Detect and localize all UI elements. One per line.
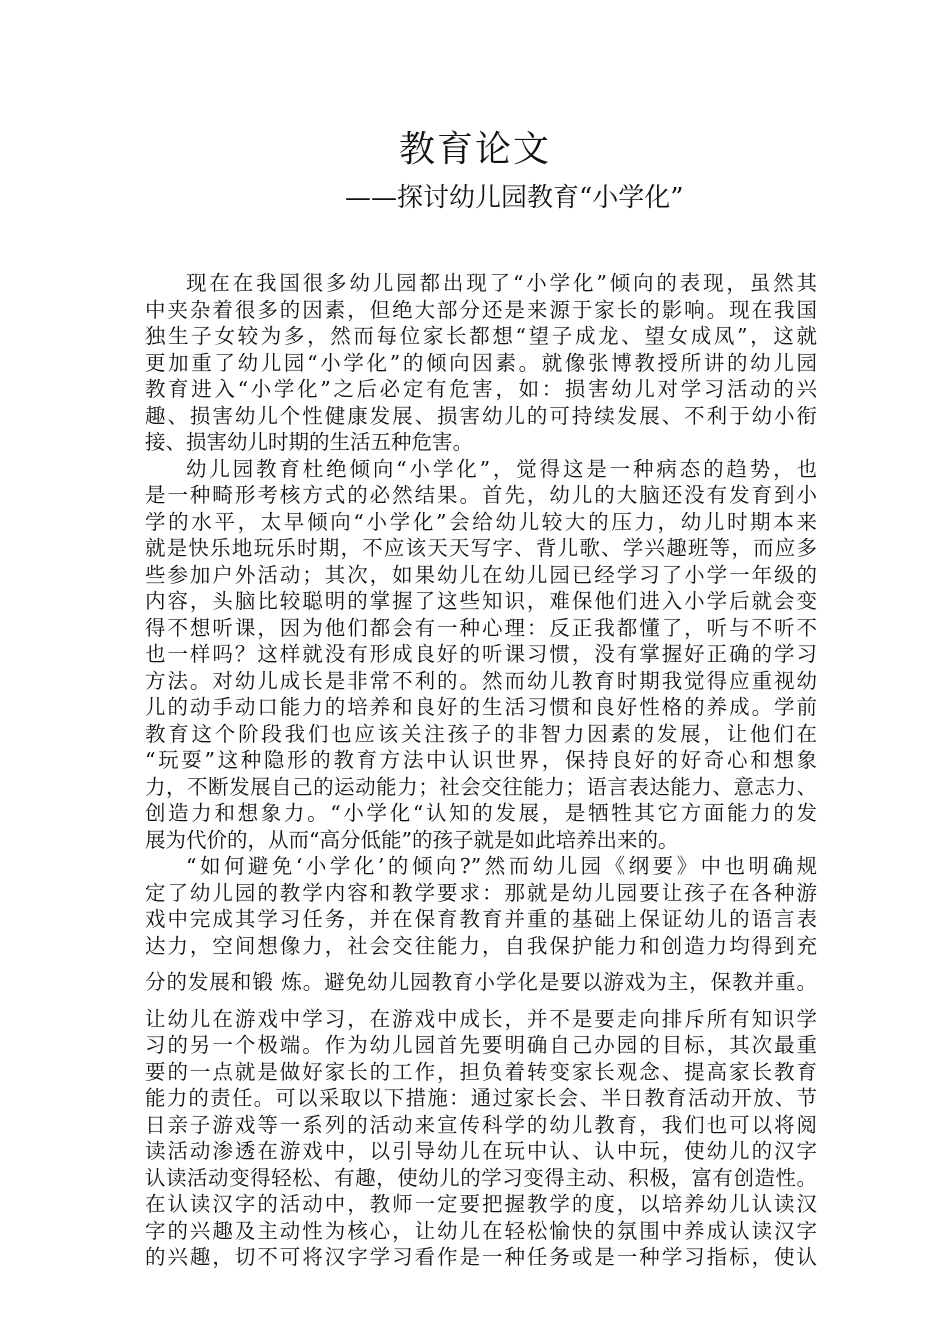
paragraph-2-line: 就是快乐地玩乐时期，不应该天天写字、背儿歌、学兴趣班等，而应多 xyxy=(145,536,817,560)
paragraph-1-line: 趣、损害幼儿个性健康发展、损害幼儿的可持续发展、不利于幼小衔 xyxy=(145,403,817,428)
paragraph-2-line: 教育这个阶段我们也应该关注孩子的非智力因素的发展，让他们在 xyxy=(145,721,817,746)
paragraph-3-line: 的兴趣，切不可将汉字学习看作是一种任务或是一种学习指标，使认 xyxy=(145,1245,817,1269)
paragraph-2-line: 展为代价的，从而“高分低能”的孩子就是如此培养出来的。 xyxy=(145,827,679,852)
paragraph-3-line: 在认读汉字的活动中，教师一定要把握教学的度，以培养幼儿认读汉 xyxy=(145,1192,817,1216)
document-title: 教育论文 xyxy=(398,129,551,170)
paragraph-3-line: 日亲子游戏等一系列的活动来宣传科学的幼儿教育，我们也可以将阅 xyxy=(145,1112,817,1137)
paragraph-1-line: 更加重了幼儿园“小学化”的倾向因素。就像张博教授所讲的幼儿园 xyxy=(145,350,817,375)
paragraph-3-line: 习的另一个极端。作为幼儿园首先要明确自己办园的目标，其次最重 xyxy=(145,1033,817,1057)
paragraph-3-line: 定了幼儿园的教学内容和教学要求：那就是幼儿园要让孩子在各种游 xyxy=(145,880,817,905)
paragraph-2-line: 得不想听课，因为他们都会有一种心理：反正我都懂了，听与不听不 xyxy=(145,615,817,640)
paragraph-1-line: 现在在我国很多幼儿园都出现了“小学化”倾向的表现，虽然其 xyxy=(186,271,817,295)
paragraph-2-line: “玩耍”这种隐形的教育方法中认识世界，保持良好的好奇心和想象 xyxy=(145,748,817,772)
paragraph-2-line: 些参加户外活动；其次，如果幼儿在幼儿园已经学习了小学一年级的 xyxy=(145,562,817,587)
paragraph-3-line: 分的发展和锻 炼。避免幼儿园教育小学化是要以游戏为主，保教并重。 xyxy=(145,970,817,994)
paragraph-2-line: 是一种畸形考核方式的必然结果。首先，幼儿的大脑还没有发育到小 xyxy=(145,483,817,507)
paragraph-2-line: 创造力和想象力。“小学化“认知的发展，是牺牲其它方面能力的发 xyxy=(145,801,817,825)
paragraph-3-line: 认读活动变得轻松、有趣，使幼儿的学习变得主动、积极，富有创造性。 xyxy=(145,1165,817,1190)
paragraph-3-line: “如何避免‘小学化’的倾向?”然而幼儿园《纲要》中也明确规 xyxy=(186,854,817,878)
paragraph-3-line: 要的一点就是做好家长的工作，担负着转变家长观念、提高家长教育 xyxy=(145,1059,817,1084)
paragraph-2-line: 力，不断发展自己的运动能力；社会交往能力；语言表达能力、意志力、 xyxy=(145,774,817,799)
document-body xyxy=(145,270,817,1271)
paragraph-2-line: 方法。对幼儿成长是非常不利的。然而幼儿教育时期我觉得应重视幼 xyxy=(145,668,817,693)
paragraph-1-line: 独生子女较为多，然而每位家长都想“望子成龙、望女成凤”，这就 xyxy=(145,324,817,348)
paragraph-2-line: 儿的动手动口能力的培养和良好的生活习惯和良好性格的养成。学前 xyxy=(145,695,817,719)
paragraph-2-line: 内容，头脑比较聪明的掌握了这些知识，难保他们进入小学后就会变 xyxy=(145,589,817,613)
paragraph-2-line: 幼儿园教育杜绝倾向“小学化”，觉得这是一种病态的趋势，也 xyxy=(186,456,817,481)
document-subtitle: ——探讨幼儿园教育“小学化” xyxy=(345,183,684,213)
paragraph-2-line: 学的水平，太早倾向“小学化”会给幼儿较大的压力，幼儿时期本来 xyxy=(145,509,817,534)
paragraph-2-line: 也一样吗？这样就没有形成良好的听课习惯，没有掌握好正确的学习 xyxy=(145,642,817,666)
paragraph-3-line: 字的兴趣及主动性为核心，让幼儿在轻松愉快的氛围中养成认读汉字 xyxy=(145,1218,817,1243)
paragraph-3-line: 能力的责任。可以采取以下措施：通过家长会、半日教育活动开放、节 xyxy=(145,1086,817,1110)
paragraph-1-line: 中夹杂着很多的因素，但绝大部分还是来源于家长的影响。现在我国 xyxy=(145,297,817,322)
paragraph-3-line: 让幼儿在游戏中学习，在游戏中成长，并不是要走向排斥所有知识学 xyxy=(145,1006,817,1031)
paragraph-3-line: 读活动渗透在游戏中，以引导幼儿在玩中认、认中玩，使幼儿的汉字 xyxy=(145,1139,817,1163)
paragraph-1-line: 教育进入“小学化”之后必定有危害，如：损害幼儿对学习活动的兴 xyxy=(145,377,817,401)
paragraph-3-line: 戏中完成其学习任务，并在保育教育并重的基础上保证幼儿的语言表 xyxy=(145,907,817,931)
paragraph-1-line: 接、损害幼儿时期的生活五种危害。 xyxy=(145,430,473,454)
paragraph-3-line: 达力，空间想像力，社会交往能力，自我保护能力和创造力均得到充 xyxy=(145,933,817,958)
